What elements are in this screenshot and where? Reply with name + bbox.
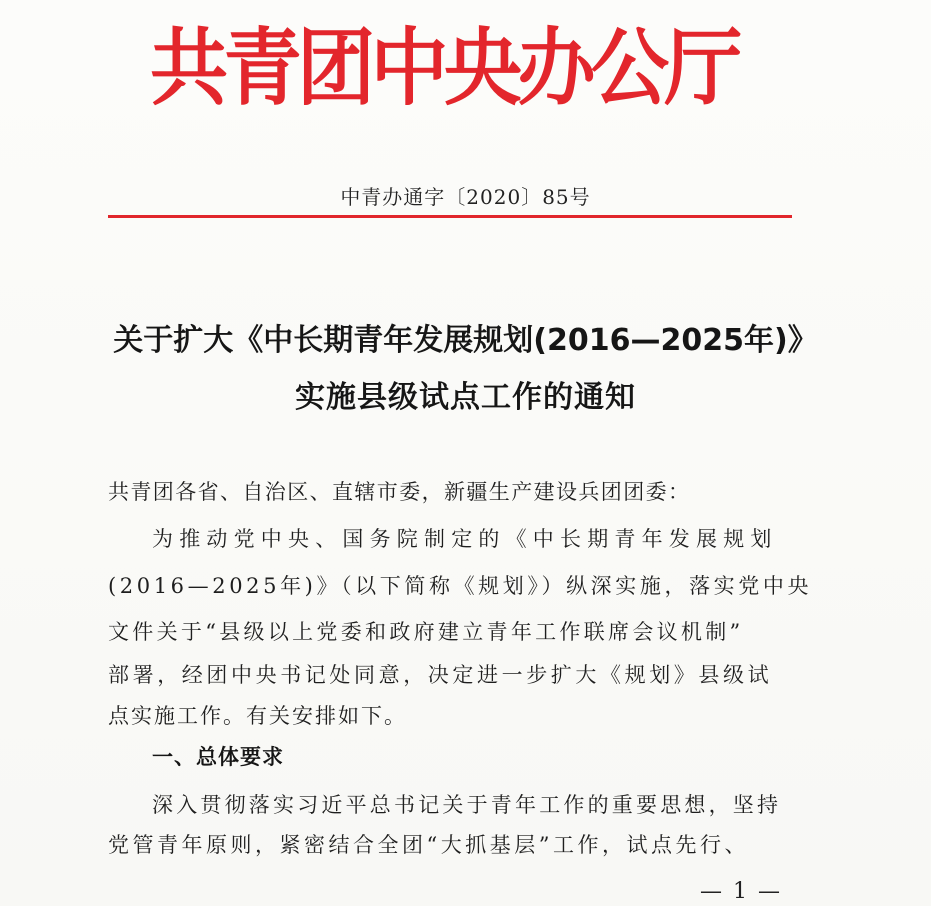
- section-line-1: 深入贯彻落实习近平总书记关于青年工作的重要思想，坚持: [152, 793, 782, 817]
- document-title-line-1: 关于扩大《中长期青年发展规划(2016—2025年)》: [113, 323, 818, 358]
- body-line-5: 点实施工作。有关安排如下。: [108, 704, 407, 728]
- document-title-line-2: 实施县级试点工作的通知: [295, 380, 636, 415]
- section-heading-overall-requirements: 一、总体要求: [152, 745, 284, 769]
- body-line-1: 为推动党中央、国务院制定的《中长期青年发展规划: [152, 527, 778, 551]
- document-number: 中青办通字〔2020〕85号: [340, 185, 591, 209]
- body-line-2: (2016—2025年)》（以下简称《规划》）纵深实施，落实党中央: [108, 574, 813, 598]
- red-divider-rule: [108, 215, 792, 218]
- salutation: 共青团各省、自治区、直辖市委，新疆生产建设兵团团委：: [108, 480, 691, 504]
- section-line-2: 党管青年原则，紧密结合全团“大抓基层”工作，试点先行、: [108, 833, 749, 857]
- issuer-masthead: 共青团中央办公厅: [150, 19, 738, 117]
- page-number: — 1 —: [700, 879, 782, 904]
- body-line-3: 文件关于“县级以上党委和政府建立青年工作联席会议机制”: [108, 620, 744, 644]
- body-line-4: 部署，经团中央书记处同意，决定进一步扩大《规划》县级试: [108, 663, 773, 687]
